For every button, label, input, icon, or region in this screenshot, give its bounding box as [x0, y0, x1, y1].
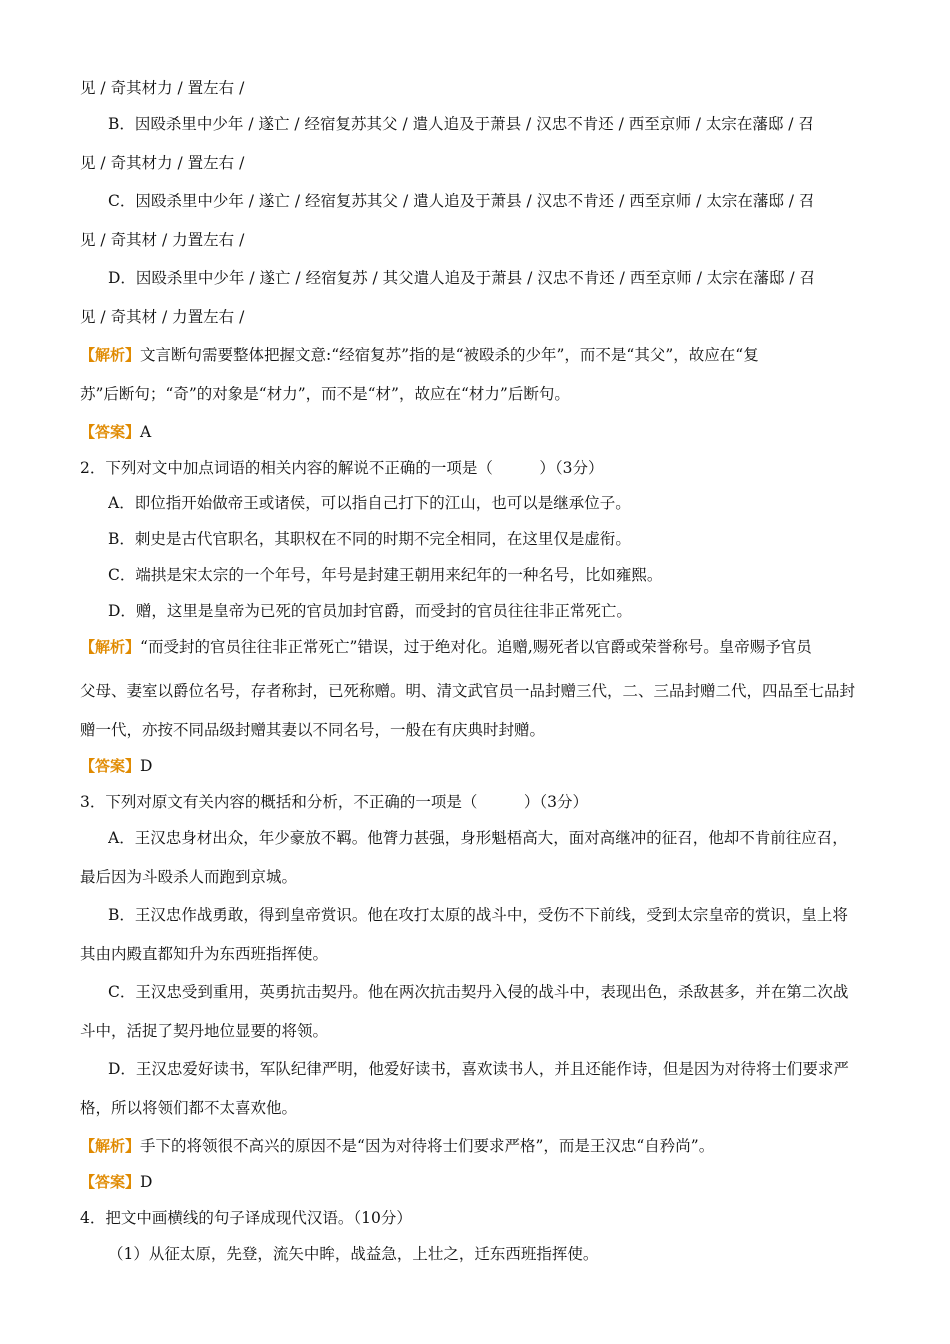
- q3-option-b-continuation: 其由内殿直都知升为东西班指挥使。: [80, 945, 329, 963]
- q2-answer-value: D: [140, 757, 153, 775]
- q3-option-c-continuation: 斗中，活捉了契丹地位显要的将领。: [80, 1022, 329, 1040]
- q2-analysis: [80, 636, 880, 658]
- q3-option-a-continuation: 最后因为斗殴杀人而跑到京城。: [80, 868, 298, 886]
- q2-answer: [80, 755, 880, 777]
- q3-analysis-text: 手下的将领很不高兴的原因不是“因为对待将士们要求严格”，而是王汉忠“自矜尚”。: [140, 1137, 715, 1155]
- q2-analysis-text: “而受封的官员往往非正常死亡”错误，过于绝对化。追赠,赐死者以官爵或荣誉称号。皇帝赐予官员: [140, 638, 812, 656]
- q1-answer: [80, 421, 880, 443]
- q2-option-c: C．端拱是宋太宗的一个年号，年号是封建王朝用来纪年的一种名号，比如雍熙。: [108, 566, 663, 584]
- q2-stem: 2．下列对文中加点词语的相关内容的解说不正确的一项是（ ）（3分）: [80, 459, 604, 477]
- q2-analysis-continuation-2: 赠一代，亦按不同品级封赠其妻以不同名号，一般在有庆典时封赠。: [80, 721, 546, 739]
- q3-option-a: A．王汉忠身材出众，年少豪放不羁。他膂力甚强，身形魁梧高大，面对高继冲的征召，他却不肯前往应召，: [108, 829, 848, 847]
- q2-option-b: B．刺史是古代官职名，其职权在不同的时期不完全相同，在这里仅是虚衔。: [108, 530, 631, 548]
- answer-tag: 【答案】: [80, 1173, 141, 1191]
- q4-item-1: （1）从征太原，先登，流矢中眸，战益急，上壮之，迁东西班指挥使。: [108, 1245, 599, 1263]
- answer-tag: 【答案】: [80, 757, 141, 775]
- q3-option-b: B．王汉忠作战勇敢，得到皇帝赏识。他在攻打太原的战斗中，受伤不下前线，受到太宗皇帝的赏识，皇上将: [108, 906, 848, 924]
- q2-option-a: A．即位指开始做帝王或诸侯，可以指自己打下的江山，也可以是继承位子。: [108, 494, 631, 512]
- q2-analysis-continuation-1: 父母、妻室以爵位名号，存者称封，已死称赠。明、清文武官员一品封赠三代，二、三品封赠二代，四品至七品封: [80, 682, 856, 700]
- q1-answer-value: A: [140, 423, 152, 441]
- analysis-tag: 【解析】: [80, 1137, 141, 1155]
- q1-analysis-continuation: 苏”后断句；“奇”的对象是“材力”，而不是“材”，故应在“材力”后断句。: [80, 385, 570, 403]
- q3-stem: 3．下列对原文有关内容的概括和分析，不正确的一项是（ ）（3分）: [80, 793, 588, 811]
- q4-stem: 4．把文中画横线的句子译成现代汉语。（10分）: [80, 1209, 412, 1227]
- q3-option-c: C．王汉忠受到重用，英勇抗击契丹。他在两次抗击契丹入侵的战斗中，表现出色，杀敌甚多，并在第二次战: [108, 983, 849, 1001]
- analysis-tag: 【解析】: [80, 346, 141, 364]
- q1-option-d-continuation: 见 / 奇其材 / 力置左右 /: [80, 308, 245, 326]
- q1-option-b-continuation: 见 / 奇其材力 / 置左右 /: [80, 154, 245, 172]
- q1-option-c: C．因殴杀里中少年 / 遂亡 / 经宿复苏其父 / 遣人追及于萧县 / 汉忠不肯还 / 西至京师 / 太宗在藩邸 / 召: [108, 192, 815, 210]
- q3-option-d-continuation: 格，所以将领们都不太喜欢他。: [80, 1099, 298, 1117]
- q1-analysis-text: 文言断句需要整体把握文意:“经宿复苏”指的是“被殴杀的少年”，而不是“其父”，故应在“复: [140, 346, 759, 364]
- analysis-tag: 【解析】: [80, 638, 141, 656]
- q1-option-d: D．因殴杀里中少年 / 遂亡 / 经宿复苏 / 其父遣人追及于萧县 / 汉忠不肯还 / 西至京师 / 太宗在藩邸 / 召: [108, 269, 815, 287]
- q3-answer: [80, 1171, 880, 1193]
- q3-option-d: D．王汉忠爱好读书，军队纪律严明，他爱好读书，喜欢读书人，并且还能作诗，但是因为对待将士们要求严: [108, 1060, 849, 1078]
- q3-analysis: [80, 1135, 880, 1157]
- q1-option-a-continuation: 见 / 奇其材力 / 置左右 /: [80, 79, 245, 97]
- q2-option-d: D．赠，这里是皇帝为已死的官员加封官爵，而受封的官员往往非正常死亡。: [108, 602, 632, 620]
- q3-answer-value: D: [140, 1173, 153, 1191]
- q1-analysis: [80, 344, 880, 366]
- q1-option-c-continuation: 见 / 奇其材 / 力置左右 /: [80, 231, 245, 249]
- q1-option-b: B．因殴杀里中少年 / 遂亡 / 经宿复苏其父 / 遣人追及于萧县 / 汉忠不肯还 / 西至京师 / 太宗在藩邸 / 召: [108, 115, 814, 133]
- answer-tag: 【答案】: [80, 423, 141, 441]
